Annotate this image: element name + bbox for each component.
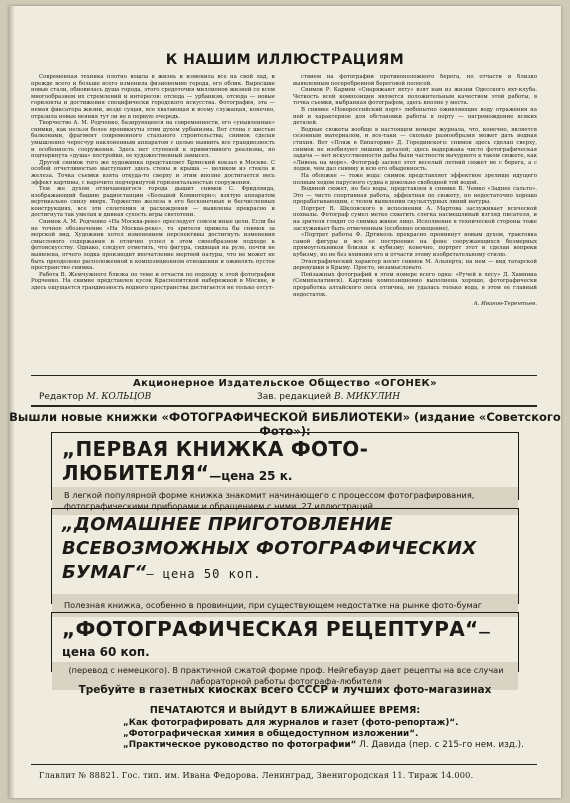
requirement-line: Требуйте в газетных киосках всего СССР и лучших фото-магазинах — [78, 684, 492, 696]
paragraph: Снимок А. М. Родченко «На Москва-реке» преследует совсем иные цели. Если бы не точное обозначение «На Москва-реке», то зрителя привела бы снимок за морской вид. Художник хотел изменением перспективы достигнуть изменения смыслового содержания и отлично успел в этом своеобразном подходе к фотоискусству. Однако, следует отметить, что фигура, сидящая на руле, почти не выявлена, отчего лодка производит впечатление мертвой натуры, что не может не быть преодолено расположенной в композиционном отношении и оживлять пустое пространство снимка. — [31, 219, 275, 272]
paragraph: Творчество А. М. Родченко, базирующееся на современности, его «унывленные» снимки, как нельзя более проникнуты этим духом урбанизма. Вот стена с шестью балконами, фрагмент современного стального строительства; снимок сделан умышленно чересчур наклоненным аппаратом с целью выявить все грандиозность и особенность сооружения. Здесь нет ступеней к примитивного реализма, но подчеркнута «душа» постройки, ее художественный замысел. — [31, 120, 275, 160]
divider — [31, 764, 537, 765]
paragraph: Портрет В. Шкловского в исполнении А. Мартова заслуживает всяческой похвалы. Фотограф сумел метко схватить слегка насмешливый взгляд писателя, и на зрителя глядит со снимка живое лицо. Исполнение в технической стороны тоже заслуживает быть отмеченным (особенно освещение). — [293, 205, 537, 232]
paragraph: Пейзажных фотографий в этом номере всего одна: «Ручей в лесу» Д. Хамнина (Семипалатинск). Картина композиционно выполнена хорошо, фотографически проработка алтайского леса отлична, не удалась только вода, в этом ее главный недостаток. — [293, 271, 537, 298]
divider — [31, 405, 537, 407]
book-ad — [51, 432, 519, 511]
book-title: „ФОТОГРАФИЧЕСКАЯ РЕЦЕПТУРА“ — [62, 617, 479, 641]
paragraph: Водяной сюжет, но без воды, представлен в снимке В. Чемко «Заднее сальто». Это — чисто спортивная работа, эффектная по сюжету, по недостаточно хорошо прорабатывающим, с телом выявлении скульптурных линий натуры. — [293, 186, 537, 206]
publisher-name: Акционерное Издательское Общество «ОГОНЕК» — [133, 378, 437, 389]
list-item — [123, 740, 524, 751]
book-title: „ПЕРВАЯ КНИЖКА ФОТО-ЛЮБИТЕЛЯ“ — [62, 437, 369, 485]
head-name: В. МИКУЛИН — [333, 392, 401, 402]
editor-name: М. КОЛЬЦОВ — [86, 392, 152, 402]
editor — [39, 392, 151, 402]
upcoming-list — [123, 718, 524, 751]
paragraph: В снимке «Новороссийский порт» любопытно оживляющие воду отражения на ней и характерное для обстановки работы в порту — нагромождение всяких деталей. — [293, 106, 537, 127]
paragraph: Снимок Р. Кармен «Снаряжают яхту» взят нам из жизни Одесского яхт-клуба. Четкость всей композиции является положительным качеством этой работы, в точка съемки, выбранная фотографом, здесь вполне у места. — [293, 87, 537, 107]
imprint-footer: Главлит № 88821. Гос. тип. им. Ивана Федорова. Ленинград, Звенигородская 11. Тираж 14.000. — [39, 770, 474, 780]
article-title: К НАШИМ ИЛЛЮСТРАЦИЯМ — [165, 52, 405, 68]
editor-label: Редактор — [39, 392, 84, 402]
paragraph: Этнографический характер носит снимок М. Альперта; на нем — вид татарской деревушки в Крыму. Просто, незамысловато. — [293, 258, 537, 272]
binding-edge — [9, 6, 15, 798]
paragraph: Водные сюжеты вообще в настоящем номере журнала, что, конечно, является сезонным материалом, и все-таки — сколько разнообразия может дать водная стихия. Вот «Пляж в Евпатории» Д. Городинского: снимок здесь сделан сверху, снимок не изобилуют лишних деталей; здесь выдержана чисто фотографическая задача — нет искусственности дабы были частности вычурного в таком сюжете, как «Ливень на море». Фотограф заснял этот веселый летний сюжет не с берега, а с лодки, чем дал снимку и всю его обыденность. — [293, 126, 537, 173]
article-body — [31, 74, 537, 374]
paragraph: На обложке — тоже вода: снимок представляет эффектное зрелище идущего полным ходом парусного судна в довольно свободной той водой. — [293, 172, 537, 186]
book-heading — [52, 613, 518, 662]
managing-editor — [257, 392, 400, 402]
magazine-page — [9, 6, 561, 798]
upcoming-title: „Практическое руководство по фотографии“ — [123, 740, 357, 750]
article-left-column — [31, 74, 275, 374]
divider — [31, 375, 537, 376]
book-heading — [52, 509, 518, 588]
book-heading — [52, 433, 518, 487]
list-item — [123, 729, 524, 740]
paragraph: Современная техника плотно вошла в жизнь и изменила все на свой лад, и прежде всего и больше всего изменила физиономию города, его облик. Выросшие новые стали, обновилась душа города, этого средоточия миллионов жизней со всем многообразием их стремлений и интересов: отсюда — урбанизм, отсюда — новые горизонты и достижения специфически городского искусства. Фотография, эта — немая фиксатора жизни, везде сущая, все хватающая и всему служащая, конечно, отразила новые веяния тут ли не в первую очередь. — [31, 74, 275, 120]
book-description: (перевод с немецкого). В практичной сжатой форме проф. Нейгебауэр дает рецепты на все случаи лабораторной работы фотографа-любителя — [52, 662, 518, 690]
paragraph: ствием на фотографии противоположного берега, но отчасти и близко выявленным посеребренной береговой полосой. — [293, 74, 537, 87]
upcoming-title: „Как фотографировать для журналов и газет (фото-репортаж)“. — [123, 718, 459, 728]
list-item — [123, 718, 524, 729]
book-price: —цена 60 коп. — [62, 625, 491, 659]
book-ad — [51, 612, 519, 686]
book-ad — [51, 508, 519, 610]
paragraph: Тем же духом отличающегося города дышит снимок С. Фридлянда, изображающий башню радиостанции «Большой Коминтерн»; взятую аппаратом вертикально снизу вверх. Торжество железа в его бесконечных и бесчисленных конструкциях, все эти сплетения и расхождения — выявлены прекрасно и достигнута так умелая и дивная сухость игры светотени. — [31, 186, 275, 219]
upcoming-note: Л. Давида (пер. с 215-го нем. изд.). — [356, 740, 524, 750]
article-right-column — [293, 74, 537, 374]
upcoming-title: „Фотографическая химия в общедоступном изложении“. — [123, 729, 419, 739]
upcoming-heading: ПЕЧАТАЮТСЯ И ВЫЙДУТ В БЛИЖАЙШЕЕ ВРЕМЯ: — [149, 705, 421, 716]
book-description: В легкой популярной форме книжка знакомит начинающего с процессом фотографирования, фотографическими приборами и обращением с ними. 27 иллюстраций — [52, 487, 518, 515]
article-author: А. Иванов-Терентьев. — [473, 301, 537, 308]
paragraph: Другой снимок того же художника представляет Брянский вокзал в Москве. С особой отчетливостью выступают здесь стены и крыша — целиком из стекла и железа. Точка съемки взята откуда-то сверху и этим вполне достигается весь эффект картины, с нарочито подчеркнутой горизонтальностью сооружения. — [31, 159, 275, 186]
book-price: —цена 25 к. — [209, 469, 293, 483]
paragraph: Работа В. Жемчужного близка по теме и отчасти по подходу к этой фотографии Родченко. На снимке представлен кусок Краснопитской набережной в Москве, и здесь ощущается грандиозность водного пространства достигается не только отсут- — [31, 271, 275, 291]
book-description: Полезная книжка, особенно в провинции, при существующем недостатке на рынке фото-бумаг — [52, 594, 518, 617]
paragraph: «Портрет работы Ф. Дртиколь прекрасно проникнут новым духом, трактовка самой фигуры и все ее построение на фоне сооружающихся безмерных прямоугольников близки к кубизму; конечно, портрет этот и сделан вопреки кубизму, но не без влияния его и отчасти этому изобретательному стилю. — [293, 232, 537, 259]
head-label: Зав. редакцией — [257, 392, 332, 402]
book-title: „ДОМАШНЕЕ ПРИГОТОВЛЕНИЕ ВСЕВОЗМОЖНЫХ ФОТОГРАФИЧЕСКИХ БУМАГ“ — [62, 514, 477, 583]
books-announcement: Вышли новые книжки «ФОТОГРАФИЧЕСКОЙ БИБЛИОТЕКИ» (издание «Советского Фото»): — [9, 410, 561, 438]
book-price: — цена 50 коп. — [146, 567, 262, 581]
